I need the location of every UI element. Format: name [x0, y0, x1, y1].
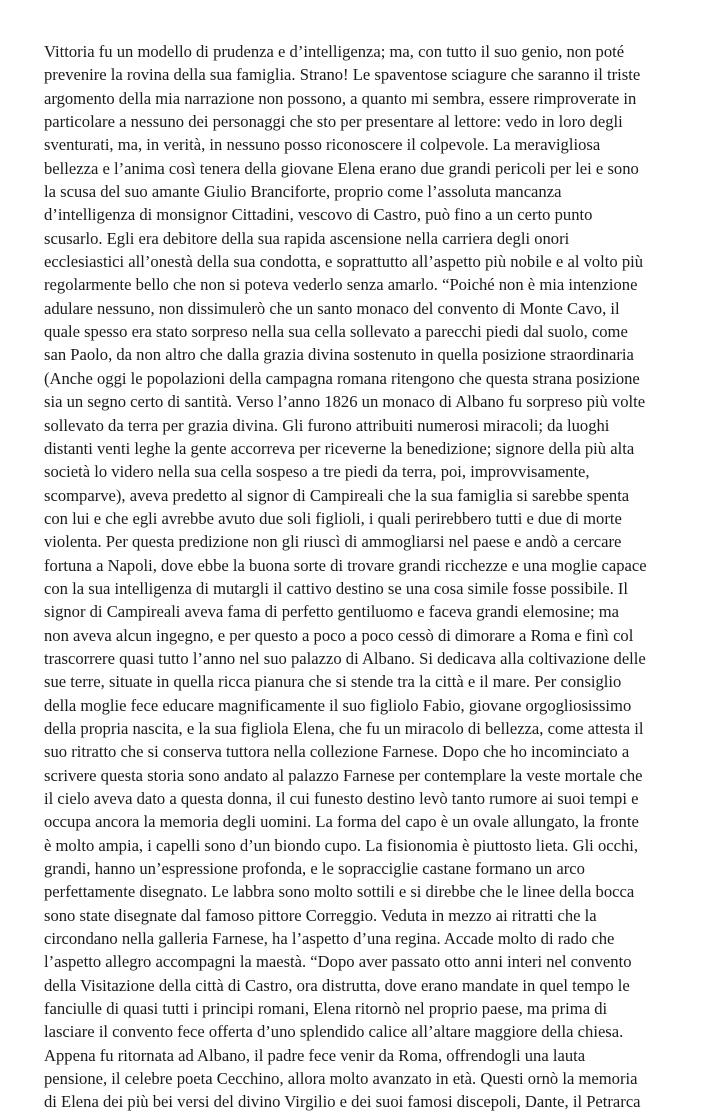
text-line: perfettamente disegnato. Le labbra sono molto sottili e si direbbe che le linee della bocca	[44, 882, 635, 902]
text-line: non aveva alcun ingegno, e per questo a poco a poco cessò di dimorare a Roma e finì col	[44, 625, 634, 645]
text-line: di Elena dei più bei versi del divino Virgilio e dei suoi famosi discepoli, Dante, il Petrarca	[44, 1092, 641, 1112]
text-line: con lui e che egli avrebbe avuto due soli figlioli, i quali perirebbero tutti e due di morte	[44, 508, 622, 528]
document-body	[44, 40, 704, 1114]
text-line: circondano nella galleria Farnese, ha l’aspetto d’una regina. Accade molto di rado che	[44, 929, 615, 949]
text-line: sollevato da terra per grazia divina. Gli furono attribuiti numerosi miracoli; da luoghi	[44, 415, 610, 435]
text-line: scusarlo. Egli era debitore della sua rapida ascensione nella carriera degli onori	[44, 228, 570, 248]
text-line: bellezza e l’anima così tenera della giovane Elena erano due grandi pericoli per lei e sono	[44, 158, 639, 178]
text-line: d’intelligenza di monsignor Cittadini, vescovo di Castro, può fino a un certo punto	[44, 205, 593, 225]
text-line: della Visitazione della città di Castro, ora distrutta, dove erano mandate in quel tempo le	[44, 975, 630, 995]
text-line: la scusa del suo amante Giulio Branciforte, proprio come l’assoluta mancanza	[44, 182, 562, 202]
text-line: sono state disegnate dal famoso pittore Correggio. Veduta in mezzo ai ritratti che la	[44, 905, 597, 925]
text-line: suo ritratto che si conserva tuttora nella collezione Farnese. Dopo che ho incominciato a	[44, 742, 630, 762]
text-line: prevenire la rovina della sua famiglia. Strano! Le spaventose sciagure che saranno il triste	[44, 65, 641, 85]
text-line: Vittoria fu un modello di prudenza e d’intelligenza; ma, con tutto il suo genio, non poté	[44, 42, 625, 61]
text-line: con la sua intelligenza di mutargli il cattivo destino se una cosa simile fosse possibile. Il	[44, 578, 629, 598]
text-line: argomento della mia narrazione non possono, a quanto mi sembra, essere rimproverate in	[44, 88, 637, 108]
text-line: sia un segno certo di santità. Verso l’anno 1826 un monaco di Albano fu sorpreso più volte	[44, 392, 646, 412]
text-line: Appena fu ritornata ad Albano, il padre fece venir da Roma, offrendogli una lauta	[44, 1045, 586, 1065]
text-line: grandi, hanno un’espressione profonda, e le sopracciglie castane formano un arco	[44, 859, 585, 879]
text-line: fanciulle di quasi tutti i principi romani, Elena ritornò nel proprio paese, ma prima di	[44, 999, 608, 1019]
text-line: il cielo aveva dato a questa donna, il cui funesto destino levò tanto rumore ai suoi tempi e	[44, 789, 639, 808]
text-line: violenta. Per questa predizione non gli riuscì di ammogliarsi nel paese e andò a cercare	[44, 532, 622, 552]
text-line: pensione, il celebre poeta Cecchino, allora molto avanzato in età. Questi ornò la memoria	[44, 1069, 638, 1089]
text-line: distanti venti leghe la gente accorreva per riceverne la benedizione; signore della più alta	[44, 438, 635, 458]
text-line: l’aspetto allegro accompagni la maestà. “Dopo aver passato otto anni interi nel convento	[44, 952, 632, 972]
text-line: è molto ampia, i capelli sono d’un biondo cupo. La fisionomia è piuttosto lieta. Gli occhi,	[44, 835, 639, 855]
text-line: (Anche oggi le popolazioni della campagna romana ritengono che questa strana posizione	[44, 368, 640, 388]
text-line: signor di Campireali aveva fama di perfetto gentiluomo e faceva grandi elemosine; ma	[44, 602, 620, 622]
text-line: san Paolo, da non altro che dalla grazia divina sostenuto in quella posizione straordinaria	[44, 345, 634, 365]
text-line: della moglie fece educare magnificamente il suo figliolo Fabio, giovane orgogliosissimo	[44, 695, 632, 715]
text-line: trascorrere quasi tutto l’anno nel suo palazzo di Albano. Si dedicava alla coltivazione delle	[44, 648, 646, 668]
text-line: regolarmente bello che non si poteva vederlo senza amarlo. “Poiché non è mia intenzione	[44, 275, 638, 295]
text-line: della propria nascita, e la sua figliola Elena, che fu un miracolo di bellezza, come attesta il	[44, 718, 644, 738]
text-line: società lo videro nella sua cella sospeso a tre piedi da terra, poi, improvvisamente,	[44, 462, 590, 482]
text-line: lasciare il convento fece offerta d’uno splendido calice all’altare maggiore della chiesa.	[44, 1022, 624, 1042]
text-line: ecclesiastici all’onestà della sua condotta, e soprattutto all’aspetto più nobile e al volto più	[44, 252, 644, 272]
text-line: scrivere questa storia sono andato al palazzo Farnese per contemplare la veste mortale che	[44, 765, 643, 785]
text-line: occupa ancora la memoria degli uomini. La forma del capo è un ovale allungato, la fronte	[44, 812, 639, 832]
text-line: adulare nessuno, non dissimulerò che un santo monaco del convento di Monte Cavo, il	[44, 298, 620, 318]
text-line: fortuna a Napoli, dove ebbe la buona sorte di trovare grandi ricchezze e una moglie capace	[44, 555, 647, 575]
text-line: sue terre, situate in quella ricca pianura che si stende tra la città e il mare. Per consiglio	[44, 672, 622, 692]
text-line: particolare a nessuno dei personaggi che sto per presentare al lettore: vedo in loro degli	[44, 112, 623, 132]
text-line: quale spesso era stato sorpreso nella sua cella sollevato a parecchi piedi dal suolo, come	[44, 322, 628, 342]
text-line: sventurati, ma, in verità, in nessuno posso riconoscere il colpevole. La meravigliosa	[44, 135, 601, 155]
text-line: scomparve), aveva predetto al signor di Campireali che la sua famiglia si sarebbe spenta	[44, 485, 630, 505]
